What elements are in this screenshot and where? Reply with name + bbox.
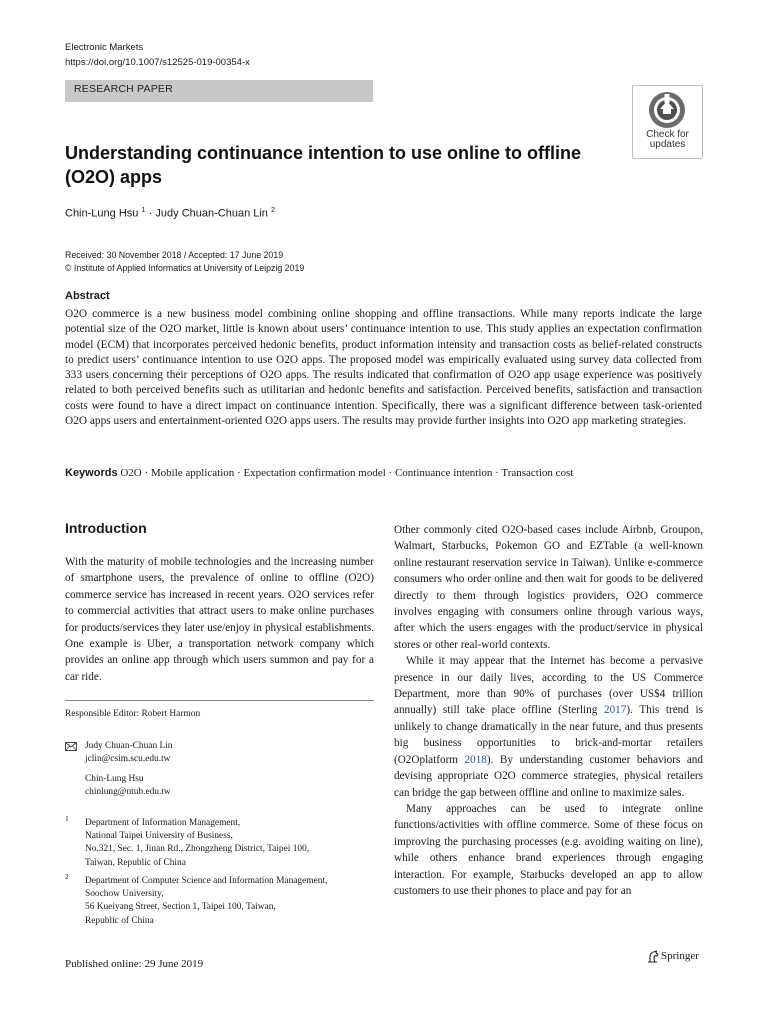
author-name: Judy Chuan-Chuan Lin [85, 741, 173, 751]
author-affiliation-mark: 2 [271, 205, 276, 214]
corresponding-author [85, 740, 173, 766]
affiliation-line: Department of Computer Science and Information Management, [85, 876, 328, 886]
body-column-left [65, 554, 374, 685]
author-list [65, 205, 275, 220]
body-column-right [394, 522, 703, 899]
author-name[interactable]: Judy Chuan-Chuan Lin [155, 207, 268, 220]
section-heading-introduction: Introduction [65, 520, 147, 536]
affiliation [85, 817, 309, 870]
affiliation-line: 56 Kueiyang Street, Section 1, Taipei 100, Taiwan, [85, 902, 276, 913]
publisher-name: Springer [661, 950, 699, 963]
affiliation-line: Soochow University, [85, 889, 164, 900]
paragraph: Many approaches can be used to integrate online functions/activities with offline commerce. Some of these focus on improving the purchasing processes (e.g. avoiding waiting on line), while others enhance brand experiences through engaging interaction. For example, Starbucks developed an app to allow customers to use their phones to place and pay for an [394, 802, 703, 897]
paragraph: With the maturity of mobile technologies and the increasing number of smartphone users, the prevalence of online to offline (O2O) commerce service has increased in recent years. O2O services refer to commercial activities that attract users to make online purchases for products/services they later use/enjoy in physical establishments. One example is Uber, a transportation network company which provides an online app through which users summon and pay for a car ride. [65, 556, 374, 683]
publisher-logo [647, 950, 699, 963]
check-for-updates-icon [648, 91, 686, 129]
publication-history [65, 249, 304, 275]
doi-link[interactable]: https://doi.org/10.1007/s12525-019-00354-x [65, 57, 250, 68]
citation-link[interactable]: 2018 [464, 753, 487, 766]
author-name: Chin-Lung Hsu [85, 774, 144, 784]
author-name[interactable]: Chin-Lung Hsu [65, 207, 139, 220]
author-email[interactable]: jclin@csim.scu.edu.tw [85, 754, 171, 764]
keywords-line [65, 467, 702, 479]
paragraph-text: While it may appear that the Internet has become a pervasive presence in our daily lives, according to the US Commerce Department, more than 90% of purchases (over US$4 trillion annually) still take place offline (Sterling [394, 655, 703, 717]
badge-label-line2: updates [649, 139, 686, 150]
journal-header [65, 40, 250, 70]
copyright-line: © Institute of Applied Informatics at University of Leipzig 2019 [65, 263, 305, 273]
affiliation-line: Taiwan, Republic of China [85, 857, 186, 868]
author-separator: · [148, 207, 153, 220]
citation-link[interactable]: 2017 [603, 704, 627, 717]
badge-label-line1: Check for [646, 129, 689, 140]
check-for-updates-badge[interactable] [632, 85, 703, 159]
section-label: RESEARCH PAPER [74, 83, 173, 95]
paper-title: Understanding continuance intention to use online to offline (O2O) apps [65, 143, 581, 187]
author-email[interactable]: chinlung@ntub.edu.tw [85, 787, 171, 797]
springer-horse-icon [647, 950, 659, 963]
received-accepted-dates: Received: 30 November 2018 / Accepted: 17 June 2019 [65, 250, 284, 260]
paragraph [394, 653, 703, 801]
paragraph: Other commonly cited O2O-based cases include Airbnb, Groupon, Walmart, Starbucks, Pokemon GO and EZTable (a well-known online restaurant reservation service in Taiwan). Unlike e-commerce consumers who order online and then wait for goods to be delivered directly to them through logistics providers, O2O commerce involves engaging with consumers online through various ways, after which the users engages with the product/service in physical stores or other real-world contexts. [394, 524, 703, 651]
paragraph-text: ). This trend is unlikely to change dramatically in the near future, and thus presents big business opportunities to brick-and-mortar retailers (O2Oplatform [394, 704, 703, 766]
affiliation-line: Republic of China [85, 915, 154, 926]
affiliation-line: National Taipei University of Business, [85, 831, 233, 842]
affiliation-line: No.321, Sec. 1, Jinan Rd., Zhongzheng District, Taipei 100, [85, 844, 310, 855]
keywords-label: Keywords [65, 467, 118, 479]
corresponding-author [85, 773, 171, 799]
paragraph-text: ). By understanding customer behaviors and devising appropriate O2O commerce strategies, physical retailers can bridge the gap between offline and online to maximize sales. [394, 753, 703, 799]
responsible-editor: Responsible Editor: Robert Harmon [65, 709, 201, 719]
author-affiliation-mark: 1 [141, 205, 146, 214]
keywords-list: O2O · Mobile application · Expectation confirmation model · Continuance intention · Transaction cost [120, 467, 574, 479]
affiliation-number: 2 [65, 872, 69, 881]
published-online-date: Published online: 29 June 2019 [65, 958, 204, 970]
abstract-text: O2O commerce is a new business model combining online shopping and offline transactions. While many reports indicate the large potential size of the O2O market, little is known about users’ continuance intention to use. This study applies an expectation confirmation model (ECM) that incorporates perceived hedonic benefits, product information intensity and transaction costs as belief-related constructs to predict users’ continuance intention to use O2O apps. The proposed model was empirically evaluated using survey data collected from 333 users concerning their perceptions of O2O apps. The results indicated that confirmation of O2O app usage experience was positively related to both perceived benefits such as utilitarian and hedonic benefits and satisfaction. Perceived benefits, satisfaction and transaction costs were found to have a direct impact on continuance intention. Specifically, there was a significant difference between task-oriented O2O apps users and entertainment-oriented O2O apps users. The results may provide further insights into O2O app marketing strategies. [65, 308, 702, 428]
journal-name: Electronic Markets [65, 42, 144, 53]
section-label-bar [65, 80, 373, 102]
affiliation-line: Department of Information Management, [85, 818, 241, 828]
affiliation-number: 1 [65, 814, 69, 823]
footnote-divider [65, 700, 374, 701]
envelope-icon [65, 742, 77, 751]
abstract-heading: Abstract [65, 290, 110, 302]
affiliation [85, 875, 327, 928]
